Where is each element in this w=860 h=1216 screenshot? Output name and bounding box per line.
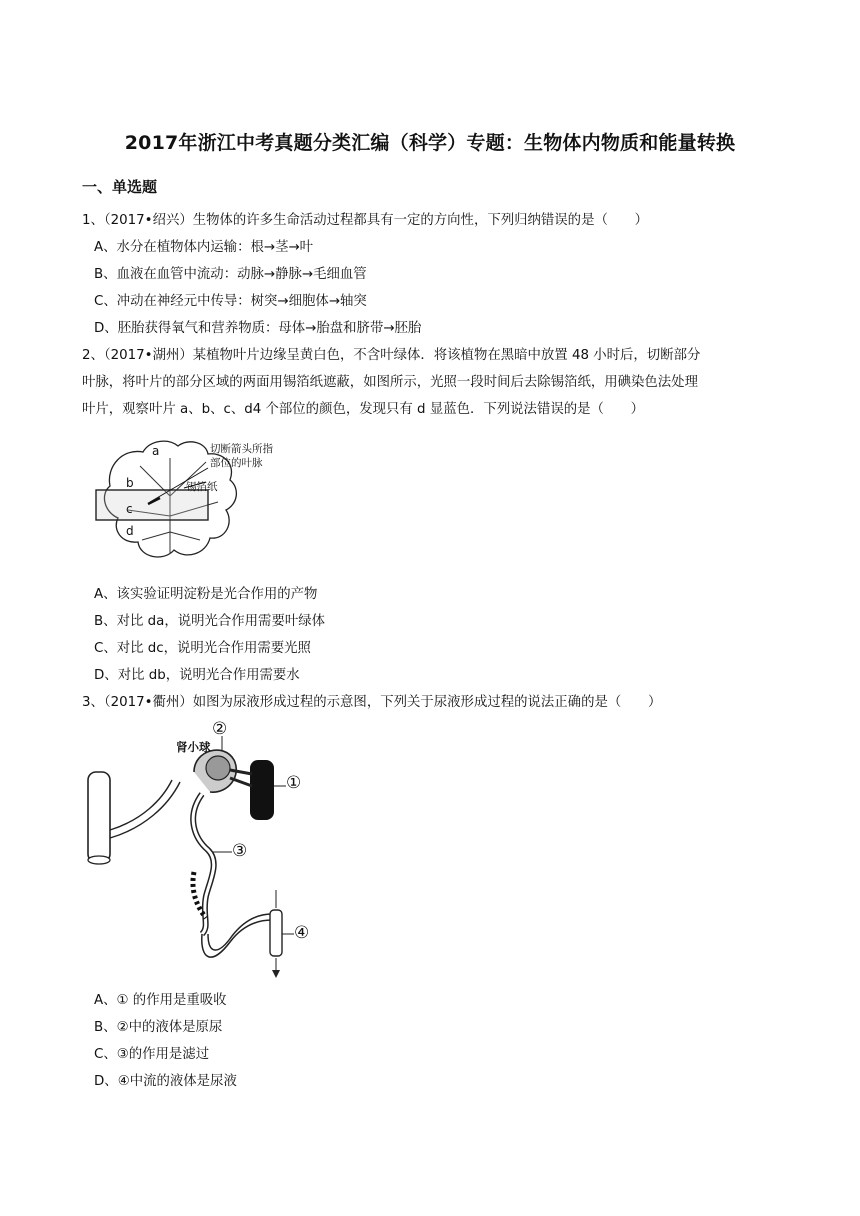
question-1-option-d: D、胚胎获得氧气和营养物质：母体→胎盘和脐带→胚胎 xyxy=(94,321,422,336)
section-heading: 一、单选题 xyxy=(82,178,158,196)
question-2-option-b: B、对比 da，说明光合作用需要叶绿体 xyxy=(94,614,326,629)
question-2-option-a: A、该实验证明淀粉是光合作用的产物 xyxy=(94,587,318,602)
nephron-figure xyxy=(82,720,322,982)
nephron-label-3: ③ xyxy=(232,841,248,861)
leaf-label-d: d xyxy=(126,524,134,538)
question-3-stem: 3、（2017•衢州）如图为尿液形成过程的示意图，下列关于尿液形成过程的说法正确的是（ ） xyxy=(82,695,662,710)
leaf-annotation-foil: 锡箔纸 xyxy=(186,481,218,493)
question-2-stem-line-1: 2、（2017•湖州）某植物叶片边缘呈黄白色，不含叶绿体．将该植物在黑暗中放置 48 小时后，切断部分 xyxy=(82,348,701,363)
nephron-label-1: ① xyxy=(286,773,302,793)
question-1-option-c: C、冲动在神经元中传导：树突→细胞体→轴突 xyxy=(94,294,367,309)
leaf-annotation-vein: 部位的叶脉 xyxy=(210,457,263,469)
leaf-annotation-cut: 切断箭头所指 xyxy=(210,443,273,455)
leaf-figure xyxy=(88,436,308,566)
question-3-option-c: C、③的作用是滤过 xyxy=(94,1047,210,1062)
leaf-label-b: b xyxy=(126,476,134,490)
leaf-label-a: a xyxy=(152,444,160,458)
question-2-stem-line-2: 叶脉，将叶片的部分区域的两面用锡箔纸遮蔽，如图所示，光照一段时间后去除锡箔纸，用碘染色法处理 xyxy=(82,375,698,390)
question-3-option-d: D、④中流的液体是尿液 xyxy=(94,1074,237,1089)
question-2-stem-line-3: 叶片，观察叶片 a、b、c、d4 个部位的颜色，发现只有 d 显蓝色．下列说法错误的是（ ） xyxy=(82,402,645,417)
question-1-option-b: B、血液在血管中流动：动脉→静脉→毛细血管 xyxy=(94,267,367,282)
nephron-label-2: ② xyxy=(212,719,228,739)
nephron-label-4: ④ xyxy=(294,923,310,943)
document-title: 2017年浙江中考真题分类汇编（科学）专题：生物体内物质和能量转换 xyxy=(124,132,736,154)
question-3-option-b: B、②中的液体是原尿 xyxy=(94,1020,223,1035)
question-2-option-d: D、对比 db，说明光合作用需要水 xyxy=(94,668,300,683)
question-2-option-c: C、对比 dc，说明光合作用需要光照 xyxy=(94,641,311,656)
question-1-stem: 1、（2017•绍兴）生物体的许多生命活动过程都具有一定的方向性，下列归纳错误的是（ ） xyxy=(82,213,649,228)
question-1-option-a: A、水分在植物体内运输：根→茎→叶 xyxy=(94,240,314,255)
nephron-label-glomerulus: 肾小球 xyxy=(176,740,211,754)
question-3-option-a: A、① 的作用是重吸收 xyxy=(94,993,227,1008)
leaf-label-c: c xyxy=(126,502,133,516)
